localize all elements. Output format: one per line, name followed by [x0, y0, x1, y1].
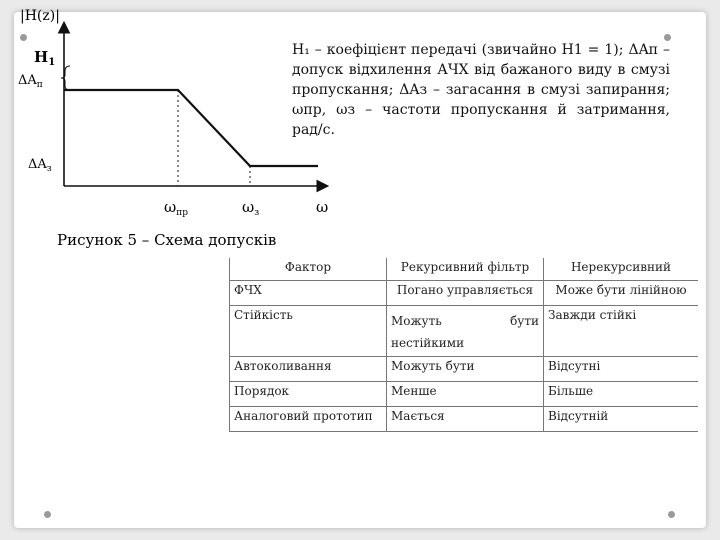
response-curve — [64, 90, 318, 166]
figure-caption: Рисунок 5 – Схема допусків — [57, 231, 277, 249]
cell-recursive: Мається — [387, 407, 544, 432]
table-row — [230, 306, 699, 357]
table-row — [230, 382, 699, 407]
omega-stop-label: $\omega_з$ — [242, 198, 260, 218]
cell-nonrecursive: Відсутній — [544, 407, 699, 432]
header-factor: Фактор — [230, 258, 387, 281]
cell-nonrecursive: Відсутні — [544, 357, 699, 382]
cell-recursive: Погано управляється — [387, 281, 544, 306]
passband-brace — [61, 66, 70, 90]
omega-pass-label: $\omega_{пр}$ — [164, 198, 188, 218]
cell-recursive: Менше — [387, 382, 544, 407]
filter-comparison-table — [229, 258, 698, 432]
cell-factor: Автоколивання — [230, 357, 387, 382]
table-row — [230, 357, 699, 382]
cell-factor: Порядок — [230, 382, 387, 407]
cell-factor: ФЧХ — [230, 281, 387, 306]
delta-ap-label: $\Delta A_п$ — [18, 73, 43, 90]
h1-label: $H_1$ — [34, 48, 56, 68]
table-row — [230, 407, 699, 432]
x-axis-label: ω — [316, 198, 329, 216]
table-row — [230, 281, 699, 306]
cell-nonrecursive: Більше — [544, 382, 699, 407]
cell-recursive: Можуть бути нестійкими — [387, 306, 544, 357]
cell-factor: Аналоговий прототип — [230, 407, 387, 432]
header-recursive: Рекурсивний фільтр — [387, 258, 544, 281]
y-axis-label: |H(z)| — [20, 8, 60, 24]
legend-description: H₁ – коефіцієнт передачі (звичайно H1 = 1); ΔAп – допуск відхилення АЧХ від бажаного виду в смузі пропускання; ΔAз – загасання в смузі запирання; ωпр, ωз – частоти пропускання й затримання, рад/с. — [292, 42, 670, 138]
delta-az-label: $\Delta A_з$ — [28, 157, 52, 174]
table-header-row — [230, 258, 699, 281]
header-nonrecursive: Нерекурсивний — [544, 258, 699, 281]
cell-nonrecursive: Може бути лінійною — [544, 281, 699, 306]
cell-factor: Стійкість — [230, 306, 387, 357]
cell-recursive: Можуть бути — [387, 357, 544, 382]
cell-nonrecursive: Завжди стійкі — [544, 306, 699, 357]
